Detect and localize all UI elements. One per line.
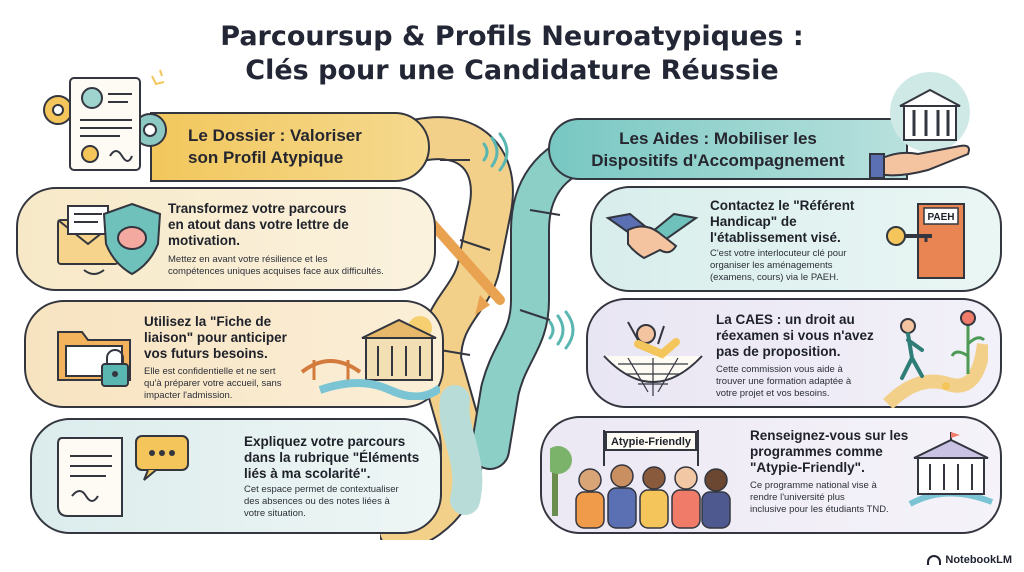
- body-line: votre projet et vos besoins.: [716, 388, 830, 399]
- title-line: La CAES : un droit au: [716, 312, 855, 327]
- bridge-university-icon: [300, 310, 440, 400]
- right-card-2-body: [716, 364, 851, 400]
- title-line: Transformez votre parcours: [168, 201, 347, 216]
- right-heading-line-1: Les Aides : Mobiliser les: [619, 129, 817, 148]
- title-line: Handicap" de: [710, 214, 797, 229]
- left-heading-line-1: Le Dossier : Valoriser: [188, 126, 362, 145]
- title-line: réexamen si vous n'avez: [716, 328, 874, 343]
- walking-path-icon: [878, 304, 988, 408]
- title-line: Contactez le "Référent: [710, 198, 855, 213]
- right-card-1-title: [710, 198, 854, 246]
- title-line-1: Parcoursup & Profils Neuroatypiques :: [220, 21, 804, 52]
- right-card-3-body: [750, 480, 889, 516]
- body-line: votre situation.: [244, 508, 306, 519]
- handshake-icon: [604, 200, 700, 270]
- campus-building-icon: [906, 432, 996, 512]
- right-card-2-title: [716, 312, 874, 360]
- left-card-2-body: [144, 366, 282, 402]
- scroll-chat-icon: [52, 430, 212, 524]
- title-line: "Atypie-Friendly".: [750, 460, 865, 475]
- brand-label: NotebookLM: [945, 554, 1012, 566]
- title-line: motivation.: [168, 233, 241, 248]
- notebooklm-icon: [927, 555, 941, 565]
- body-line: compétences uniques acquises face aux difficultés.: [168, 266, 384, 277]
- right-card-1-body: [710, 248, 846, 284]
- door-label: PAEH: [927, 212, 955, 223]
- right-heading-line-2: Dispositifs d'Accompagnement: [591, 151, 845, 170]
- body-line: (examens, cours) via le PAEH.: [710, 272, 839, 283]
- key-door-icon: [884, 198, 974, 282]
- title-line: dans la rubrique "Éléments: [244, 450, 420, 465]
- title-line: Renseignez-vous sur les: [750, 428, 909, 443]
- right-section-heading: [568, 128, 868, 172]
- folder-lock-icon: [54, 318, 140, 394]
- left-card-1-body: [168, 254, 384, 278]
- title-line: en atout dans votre lettre de: [168, 217, 349, 232]
- wave-icon: [480, 132, 516, 172]
- left-card-3-title: [244, 434, 419, 482]
- body-line: trouver une formation adaptée à: [716, 376, 852, 387]
- title-line: pas de proposition.: [716, 344, 841, 359]
- body-line: C'est votre interlocuteur clé pour: [710, 248, 847, 259]
- left-heading-line-2: son Profil Atypique: [188, 148, 344, 167]
- body-line: des absences ou des notes liées à: [244, 496, 390, 507]
- brand-logo: [927, 554, 1012, 566]
- body-line: qu'à préparer votre accueil, sans: [144, 378, 282, 389]
- body-line: organiser les aménagements: [710, 260, 833, 271]
- safety-net-icon: [598, 312, 708, 396]
- left-card-2-title: [144, 314, 287, 362]
- right-card-3-title: [750, 428, 908, 476]
- atypie-friendly-sign: Atypie-Friendly: [610, 436, 692, 448]
- body-line: Ce programme national vise à: [750, 480, 877, 491]
- title-line-2: Clés pour une Candidature Réussie: [245, 55, 779, 86]
- body-line: inclusive pour les étudiants TND.: [750, 504, 889, 515]
- title-line: vos futurs besoins.: [144, 346, 268, 361]
- envelope-brain-shield-icon: [54, 198, 166, 280]
- title-line: Utilisez la "Fiche de: [144, 314, 272, 329]
- left-card-3-body: [244, 484, 399, 520]
- wave-icon: [546, 310, 582, 350]
- students-group-icon: [550, 426, 740, 532]
- title-line: liaison" pour anticiper: [144, 330, 287, 345]
- title-line: Expliquez votre parcours: [244, 434, 406, 449]
- body-line: Cette commission vous aide à: [716, 364, 843, 375]
- left-section-heading: [188, 125, 398, 169]
- body-line: Cet espace permet de contextualiser: [244, 484, 399, 495]
- body-line: impacter l'admission.: [144, 390, 233, 401]
- institution-hand-icon: [868, 70, 978, 186]
- document-gears-icon: [40, 68, 180, 180]
- body-line: Mettez en avant votre résilience et les: [168, 254, 328, 265]
- title-line: liés à ma scolarité".: [244, 466, 371, 481]
- left-card-1-title: [168, 201, 349, 249]
- title-line: l'établissement visé.: [710, 230, 841, 245]
- body-line: Elle est confidentielle et ne sert: [144, 366, 276, 377]
- title-line: programmes comme: [750, 444, 883, 459]
- body-line: rendre l'université plus: [750, 492, 845, 503]
